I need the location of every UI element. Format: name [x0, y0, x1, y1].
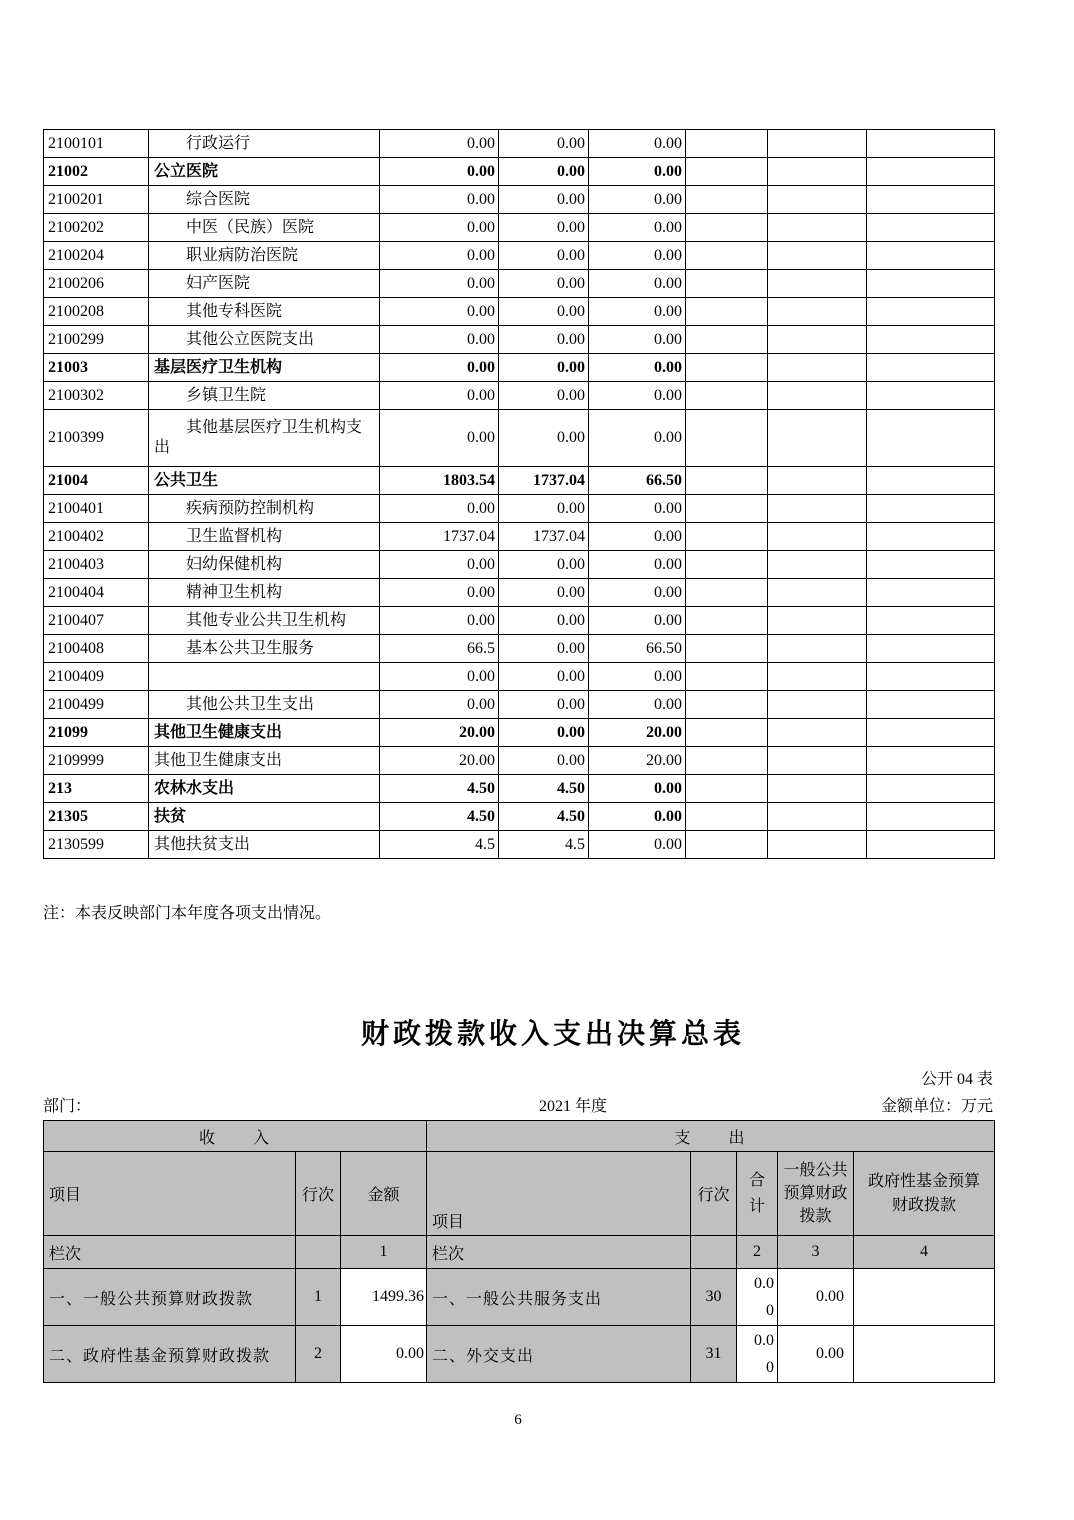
empty-cell [768, 270, 867, 298]
total-header-text: 合计 [749, 1171, 766, 1215]
budget-item-name: 其他卫生健康支出 [149, 719, 380, 747]
amount-cell: 0.00 [589, 410, 686, 467]
amount-cell: 0.00 [499, 186, 589, 214]
gov-fund-index: 4 [854, 1236, 995, 1269]
amount-cell: 0.00 [380, 186, 499, 214]
amount-cell: 0.00 [589, 214, 686, 242]
income-line-header: 行次 [296, 1152, 341, 1236]
amount-cell: 0.00 [380, 158, 499, 186]
total-index: 2 [737, 1236, 778, 1269]
table-code-label: 公开 04 表 [920, 1071, 993, 1088]
amount-cell: 0.00 [499, 130, 589, 158]
empty-cell [867, 186, 995, 214]
table-row [44, 467, 995, 495]
income-line-no: 2 [296, 1326, 341, 1383]
amount-cell: 0.00 [499, 242, 589, 270]
empty-cell [686, 495, 768, 523]
amount-cell: 0.00 [380, 130, 499, 158]
budget-item-name: 卫生监督机构 [149, 523, 380, 551]
page-title: 财政拨款收入支出决算总表 [360, 1018, 745, 1049]
amount-cell: 66.5 [380, 635, 499, 663]
budget-code: 21002 [44, 158, 149, 186]
income-amount: 0.00 [341, 1326, 427, 1383]
table-row [44, 242, 995, 270]
expense-general-budget: 0.00 [778, 1269, 854, 1326]
amount-cell: 0.00 [380, 663, 499, 691]
table-row [44, 803, 995, 831]
amount-cell: 0.00 [499, 495, 589, 523]
amount-cell: 0.00 [499, 214, 589, 242]
budget-item-name: 其他公共卫生支出 [149, 691, 380, 719]
column-index-row [44, 1236, 995, 1269]
table-row [44, 1269, 995, 1326]
amount-cell: 0.00 [499, 410, 589, 467]
amount-cell: 4.50 [380, 803, 499, 831]
empty-cell [867, 551, 995, 579]
amount-cell: 0.00 [589, 663, 686, 691]
expense-total [737, 1269, 778, 1326]
income-amount: 1499.36 [341, 1269, 427, 1326]
empty-cell [867, 326, 995, 354]
empty-cell [686, 410, 768, 467]
income-rank-label: 栏次 [44, 1236, 296, 1269]
table-row [44, 551, 995, 579]
amount-cell: 0.00 [499, 607, 589, 635]
empty-cell [867, 747, 995, 775]
empty-cell [768, 186, 867, 214]
budget-item-name: 公共卫生 [149, 467, 380, 495]
total-header [737, 1152, 778, 1236]
table-row [44, 270, 995, 298]
amount-cell: 1737.04 [380, 523, 499, 551]
empty-cell [686, 214, 768, 242]
amount-cell: 0.00 [499, 326, 589, 354]
expense-section-header: 支 出 [427, 1121, 995, 1152]
empty-cell [686, 775, 768, 803]
expense-total-value: 0.00 [754, 1331, 775, 1376]
empty-cell [296, 1236, 341, 1269]
budget-item-name: 基层医疗卫生机构 [149, 354, 380, 382]
expense-item: 二、外交支出 [427, 1326, 691, 1383]
empty-cell [686, 579, 768, 607]
budget-item-name: 农林水支出 [149, 775, 380, 803]
empty-cell [867, 467, 995, 495]
income-amount-index: 1 [341, 1236, 427, 1269]
table-row [44, 1326, 995, 1383]
table-row [44, 691, 995, 719]
empty-cell [768, 410, 867, 467]
budget-item-name: 其他卫生健康支出 [149, 747, 380, 775]
amount-cell: 0.00 [589, 298, 686, 326]
budget-item-name: 基本公共卫生服务 [149, 635, 380, 663]
empty-cell [686, 467, 768, 495]
amount-cell: 4.5 [499, 831, 589, 859]
empty-cell [867, 495, 995, 523]
empty-cell [768, 747, 867, 775]
budget-code: 2100202 [44, 214, 149, 242]
empty-cell [686, 551, 768, 579]
budget-code: 2100401 [44, 495, 149, 523]
amount-cell: 0.00 [589, 831, 686, 859]
empty-cell [867, 270, 995, 298]
budget-item-name: 乡镇卫生院 [149, 382, 380, 410]
amount-cell: 0.00 [499, 298, 589, 326]
table-meta-row [43, 1093, 993, 1117]
amount-cell: 1803.54 [380, 467, 499, 495]
amount-cell: 0.00 [499, 551, 589, 579]
empty-cell [686, 831, 768, 859]
budget-item-name: 其他公立医院支出 [149, 326, 380, 354]
general-budget-header [778, 1152, 854, 1236]
table-row [44, 775, 995, 803]
empty-cell [768, 691, 867, 719]
empty-cell [768, 803, 867, 831]
empty-cell [867, 354, 995, 382]
budget-item-name: 疾病预防控制机构 [149, 495, 380, 523]
amount-cell: 4.5 [380, 831, 499, 859]
budget-item-name: 行政运行 [149, 130, 380, 158]
budget-item-name: 其他基层医疗卫生机构支出 [149, 410, 380, 467]
budget-code: 2100409 [44, 663, 149, 691]
budget-item-name: 扶贫 [149, 803, 380, 831]
table-row [44, 523, 995, 551]
amount-cell: 0.00 [499, 579, 589, 607]
table-row [44, 635, 995, 663]
table-row [44, 298, 995, 326]
amount-cell: 1737.04 [499, 523, 589, 551]
empty-cell [768, 382, 867, 410]
empty-cell [686, 663, 768, 691]
amount-cell: 0.00 [589, 803, 686, 831]
page-number: 6 [514, 1412, 522, 1428]
empty-cell [686, 242, 768, 270]
empty-cell [867, 298, 995, 326]
empty-cell [867, 691, 995, 719]
budget-item-name: 其他专科医院 [149, 298, 380, 326]
table-note: 注：本表反映部门本年度各项支出情况。 [43, 905, 332, 922]
empty-cell [867, 803, 995, 831]
table-row [44, 130, 995, 158]
table-row [44, 354, 995, 382]
department-label: 部门： [43, 1098, 92, 1115]
amount-cell: 0.00 [589, 270, 686, 298]
amount-cell: 0.00 [589, 551, 686, 579]
expense-total-value: 0.00 [754, 1274, 775, 1319]
income-item: 一、一般公共预算财政拨款 [44, 1269, 296, 1326]
amount-cell: 20.00 [380, 747, 499, 775]
table-row [44, 579, 995, 607]
amount-cell: 0.00 [380, 326, 499, 354]
amount-cell: 0.00 [499, 158, 589, 186]
amount-cell: 0.00 [499, 719, 589, 747]
amount-cell: 20.00 [589, 719, 686, 747]
budget-code: 21305 [44, 803, 149, 831]
budget-item-name: 妇幼保健机构 [149, 551, 380, 579]
budget-item-name: 妇产医院 [149, 270, 380, 298]
amount-cell: 20.00 [589, 747, 686, 775]
amount-cell: 0.00 [589, 158, 686, 186]
budget-item-name: 其他扶贫支出 [149, 831, 380, 859]
budget-item-name [149, 663, 380, 691]
amount-cell: 0.00 [380, 242, 499, 270]
amount-cell: 0.00 [499, 747, 589, 775]
expense-line-no: 30 [691, 1269, 737, 1326]
budget-item-name: 职业病防治医院 [149, 242, 380, 270]
empty-cell [768, 607, 867, 635]
column-header-row [44, 1152, 995, 1236]
budget-code: 21003 [44, 354, 149, 382]
empty-cell [867, 382, 995, 410]
expense-item-header: 项目 [427, 1152, 691, 1236]
empty-cell [686, 719, 768, 747]
fiscal-summary-table [43, 1120, 995, 1383]
empty-cell [867, 607, 995, 635]
empty-cell [686, 130, 768, 158]
amount-cell: 0.00 [380, 551, 499, 579]
empty-cell [686, 270, 768, 298]
amount-cell: 1737.04 [499, 467, 589, 495]
amount-cell: 0.00 [380, 214, 499, 242]
budget-item-name: 综合医院 [149, 186, 380, 214]
amount-cell: 0.00 [589, 691, 686, 719]
gov-fund-header [854, 1152, 995, 1236]
expense-general-budget: 0.00 [778, 1326, 854, 1383]
empty-cell [768, 158, 867, 186]
amount-cell: 0.00 [499, 691, 589, 719]
table-row [44, 495, 995, 523]
empty-cell [867, 635, 995, 663]
empty-cell [867, 214, 995, 242]
amount-cell: 66.50 [589, 467, 686, 495]
empty-cell [768, 579, 867, 607]
table-row [44, 663, 995, 691]
amount-cell: 20.00 [380, 719, 499, 747]
amount-cell: 0.00 [589, 186, 686, 214]
empty-cell [686, 691, 768, 719]
table-row [44, 831, 995, 859]
empty-cell [768, 775, 867, 803]
budget-code: 2100206 [44, 270, 149, 298]
budget-item-name: 其他专业公共卫生机构 [149, 607, 380, 635]
table-row [44, 186, 995, 214]
amount-cell: 0.00 [380, 410, 499, 467]
budget-code: 2130599 [44, 831, 149, 859]
amount-cell: 0.00 [380, 354, 499, 382]
income-item: 二、政府性基金预算财政拨款 [44, 1326, 296, 1383]
empty-cell [867, 410, 995, 467]
income-item-header: 项目 [44, 1152, 296, 1236]
amount-cell: 4.50 [499, 803, 589, 831]
unit-label: 金额单位：万元 [880, 1098, 993, 1115]
budget-code: 2100403 [44, 551, 149, 579]
budget-item-name: 公立医院 [149, 158, 380, 186]
amount-cell: 0.00 [380, 579, 499, 607]
budget-code: 2100408 [44, 635, 149, 663]
table-row [44, 326, 995, 354]
empty-cell [686, 803, 768, 831]
empty-cell [768, 242, 867, 270]
budget-code: 21099 [44, 719, 149, 747]
budget-code: 21004 [44, 467, 149, 495]
empty-cell [686, 382, 768, 410]
amount-cell: 4.50 [380, 775, 499, 803]
empty-cell [686, 354, 768, 382]
empty-cell [768, 326, 867, 354]
budget-code: 2100101 [44, 130, 149, 158]
budget-code: 2100407 [44, 607, 149, 635]
table-row [44, 719, 995, 747]
expense-item: 一、一般公共服务支出 [427, 1269, 691, 1326]
budget-item-name: 精神卫生机构 [149, 579, 380, 607]
table-row [44, 382, 995, 410]
empty-cell [867, 775, 995, 803]
amount-cell: 0.00 [589, 382, 686, 410]
table-row [44, 607, 995, 635]
amount-cell: 4.50 [499, 775, 589, 803]
amount-cell: 0.00 [589, 130, 686, 158]
empty-cell [686, 635, 768, 663]
amount-cell: 0.00 [499, 270, 589, 298]
budget-code: 2100201 [44, 186, 149, 214]
empty-cell [867, 158, 995, 186]
amount-cell: 0.00 [589, 495, 686, 523]
empty-cell [768, 551, 867, 579]
amount-cell: 0.00 [380, 298, 499, 326]
budget-code: 213 [44, 775, 149, 803]
empty-cell [867, 523, 995, 551]
expense-total [737, 1326, 778, 1383]
amount-cell: 0.00 [589, 354, 686, 382]
empty-cell [686, 326, 768, 354]
amount-cell: 0.00 [589, 242, 686, 270]
amount-cell: 0.00 [589, 523, 686, 551]
empty-cell [768, 214, 867, 242]
empty-cell [686, 607, 768, 635]
amount-cell: 0.00 [499, 663, 589, 691]
amount-cell: 0.00 [499, 382, 589, 410]
empty-cell [768, 719, 867, 747]
empty-cell [768, 495, 867, 523]
table-row [44, 158, 995, 186]
empty-cell [867, 130, 995, 158]
empty-cell [686, 747, 768, 775]
amount-cell: 0.00 [589, 326, 686, 354]
expense-gov-fund [854, 1326, 995, 1383]
empty-cell [867, 579, 995, 607]
general-budget-index: 3 [778, 1236, 854, 1269]
empty-cell [867, 242, 995, 270]
empty-cell [768, 467, 867, 495]
empty-cell [768, 130, 867, 158]
empty-cell [686, 186, 768, 214]
budget-code: 2100302 [44, 382, 149, 410]
general-budget-header-text: 一般公共预算财政拨款 [783, 1161, 848, 1226]
empty-cell [768, 831, 867, 859]
empty-cell [867, 831, 995, 859]
budget-code: 2100402 [44, 523, 149, 551]
amount-cell: 0.00 [380, 495, 499, 523]
year-label: 2021 年度 [538, 1098, 608, 1115]
amount-cell: 0.00 [589, 579, 686, 607]
expense-line-no: 31 [691, 1326, 737, 1383]
empty-cell [768, 298, 867, 326]
empty-cell [686, 523, 768, 551]
expense-line-header: 行次 [691, 1152, 737, 1236]
budget-code: 2100404 [44, 579, 149, 607]
budget-code: 2100399 [44, 410, 149, 467]
budget-code: 2109999 [44, 747, 149, 775]
income-line-no: 1 [296, 1269, 341, 1326]
amount-cell: 0.00 [380, 607, 499, 635]
amount-cell: 0.00 [380, 382, 499, 410]
table-row [44, 747, 995, 775]
empty-cell [768, 523, 867, 551]
table-row [44, 214, 995, 242]
expenditure-detail-table [43, 129, 995, 859]
empty-cell [768, 663, 867, 691]
table-row [44, 410, 995, 467]
amount-cell: 0.00 [589, 607, 686, 635]
section-header-row [44, 1121, 995, 1152]
gov-fund-header-text: 政府性基金预算财政拨款 [868, 1172, 981, 1214]
budget-item-name: 中医（民族）医院 [149, 214, 380, 242]
empty-cell [867, 663, 995, 691]
expense-gov-fund [854, 1269, 995, 1326]
amount-cell: 66.50 [589, 635, 686, 663]
budget-code: 2100299 [44, 326, 149, 354]
amount-cell: 0.00 [499, 635, 589, 663]
income-section-header: 收 入 [44, 1121, 427, 1152]
expense-rank-label: 栏次 [427, 1236, 691, 1269]
income-amount-header: 金额 [341, 1152, 427, 1236]
empty-cell [691, 1236, 737, 1269]
empty-cell [686, 158, 768, 186]
empty-cell [768, 635, 867, 663]
empty-cell [768, 354, 867, 382]
amount-cell: 0.00 [499, 354, 589, 382]
amount-cell: 0.00 [589, 775, 686, 803]
empty-cell [867, 719, 995, 747]
budget-code: 2100208 [44, 298, 149, 326]
budget-code: 2100499 [44, 691, 149, 719]
empty-cell [686, 298, 768, 326]
amount-cell: 0.00 [380, 691, 499, 719]
budget-code: 2100204 [44, 242, 149, 270]
amount-cell: 0.00 [380, 270, 499, 298]
